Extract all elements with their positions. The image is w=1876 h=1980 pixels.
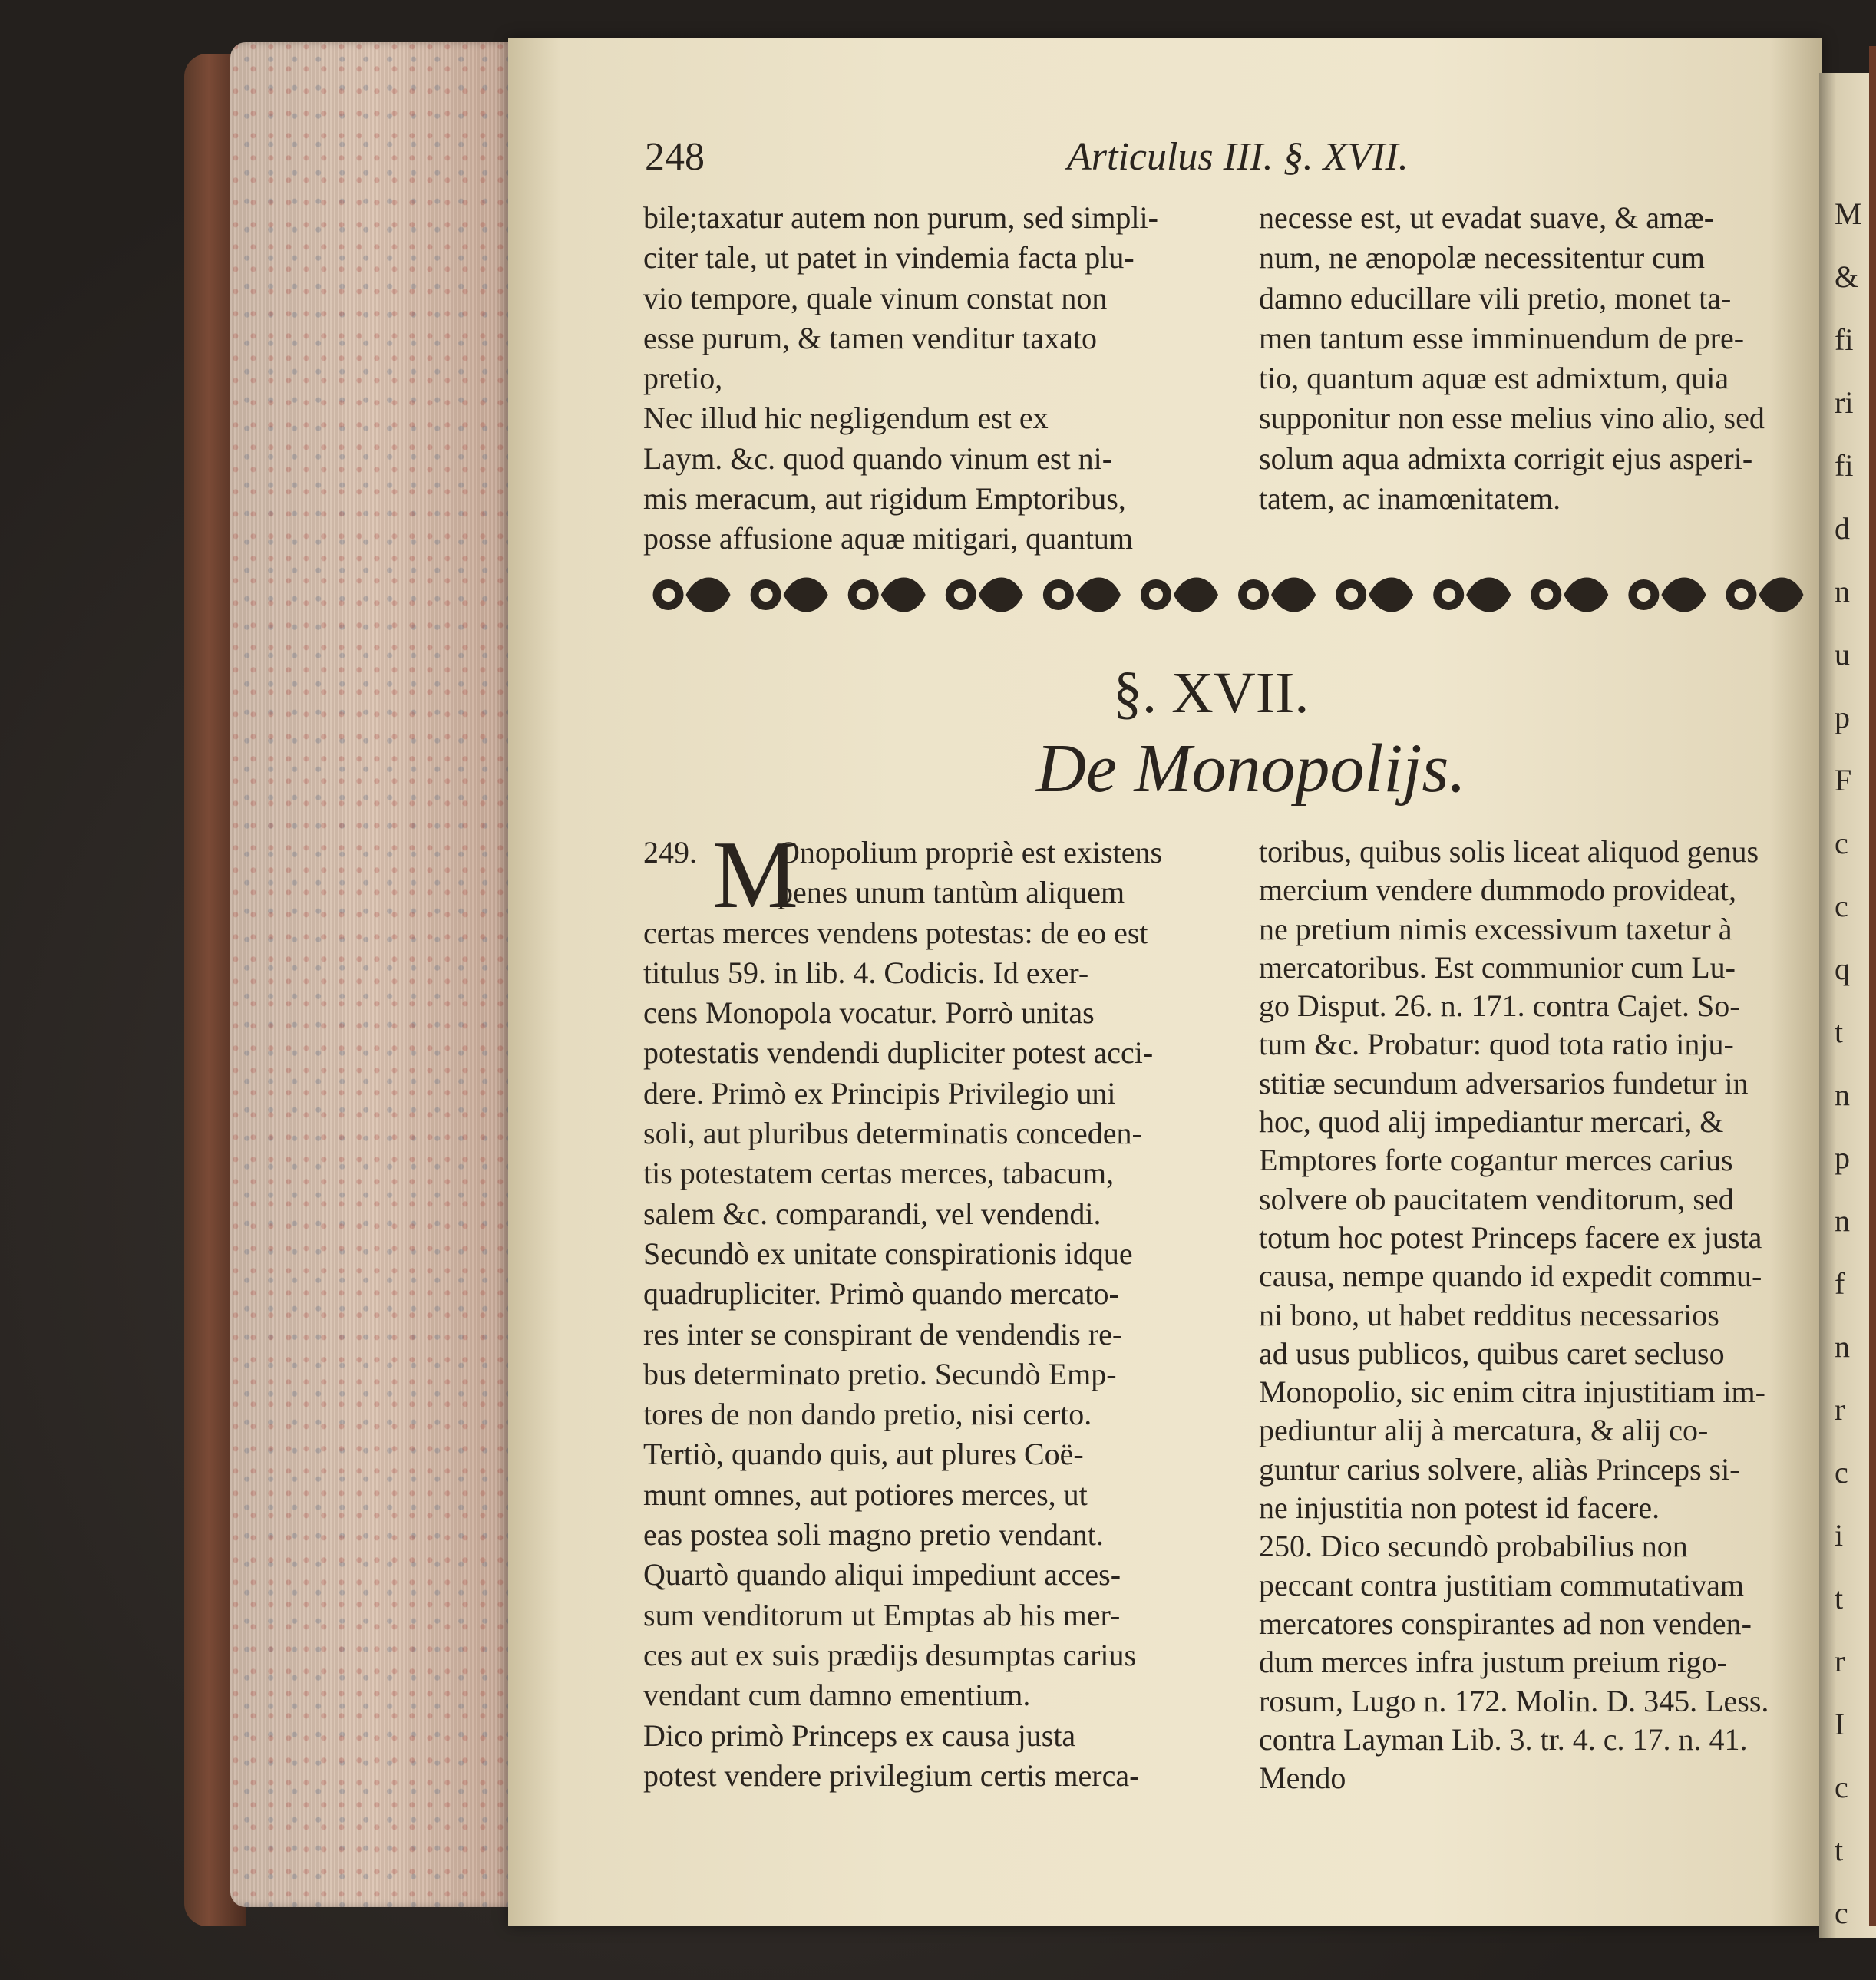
- text-line: Monopolio, sic enim citra injustitiam im-: [1259, 1374, 1765, 1410]
- ornament-leaf: [1369, 578, 1413, 612]
- text-line: eas postea soli magno pretio vendant.: [643, 1517, 1104, 1553]
- ornament-rosette-center: [1149, 588, 1163, 602]
- facing-page-fragment: c: [1835, 1896, 1848, 1930]
- facing-cover-edge: [1869, 46, 1876, 1926]
- text-line: num, ne ænopolæ necessitentur cum: [1259, 240, 1706, 276]
- main-left-column: [643, 833, 1234, 1796]
- ornament-leaf: [1076, 578, 1121, 612]
- text-line: Dico primò Princeps ex causa justa: [643, 1718, 1076, 1753]
- text-line: posse affusione aquæ mitigari, quantum: [643, 521, 1134, 556]
- facing-page-fragment: c: [1835, 1770, 1848, 1804]
- text-line: vio tempore, quale vinum constat non: [643, 280, 1108, 315]
- text-line: Nec illud hic negligendum est ex: [643, 401, 1049, 436]
- drop-cap-initial: M: [712, 822, 799, 929]
- text-line: soli, aut pluribus determinatis conceden-: [643, 1116, 1142, 1151]
- text-line: ad usus publicos, quibus caret secluso: [1259, 1335, 1725, 1371]
- text-line: tatem, ac inamœnitatem.: [1259, 481, 1561, 516]
- text-line: mercium vendere dummodo provideat,: [1259, 873, 1737, 908]
- facing-page-fragment: n: [1835, 1077, 1850, 1112]
- text-line: sum venditorum ut Emptas ab his mer-: [643, 1597, 1121, 1632]
- ornament-leaf: [881, 578, 926, 612]
- text-line: Quartò quando aliqui impediunt acces-: [643, 1557, 1121, 1592]
- ornament-leaf: [979, 578, 1023, 612]
- text-line: tis potestatem certas merces, tabacum,: [643, 1156, 1115, 1191]
- text-line: Laym. &c. quod quando vinum est ni-: [643, 441, 1113, 476]
- text-line: certas merces vendens potestas: de eo est: [643, 915, 1148, 950]
- text-line: totum hoc potest Princeps facere ex justa: [1259, 1219, 1762, 1255]
- text-line: bus determinato pretio. Secundò Emp-: [643, 1356, 1117, 1391]
- text-line: peccant contra justitiam commutativam: [1259, 1567, 1745, 1602]
- facing-page-fragment: n: [1835, 1329, 1850, 1364]
- text-line: mis meracum, aut rigidum Emptoribus,: [643, 481, 1126, 516]
- facing-page-fragment: &: [1835, 259, 1859, 294]
- text-line: salem &c. comparandi, vel vendendi.: [643, 1196, 1101, 1231]
- text-line: vendant cum damno ementium.: [643, 1678, 1031, 1713]
- ornament-leaf: [1759, 578, 1803, 612]
- text-line: Secundò ex unitate conspirationis idque: [643, 1236, 1133, 1271]
- text-line: damno educillare vili pretio, monet ta-: [1259, 280, 1732, 315]
- ornament-rosette-center: [1052, 588, 1065, 602]
- text-line: stitiæ secundum adversarios fundetur in: [1259, 1065, 1749, 1101]
- page-number: 248: [645, 135, 705, 179]
- paragraph-number: 249.: [643, 835, 697, 870]
- facing-page-fragment: u: [1835, 637, 1850, 672]
- text-line: ni bono, ut habet redditus necessarios: [1259, 1297, 1719, 1332]
- facing-page-fragment: ri: [1835, 385, 1854, 420]
- text-line: pediuntur alij à mercatura, & alij co-: [1259, 1413, 1709, 1448]
- main-right-column: [1259, 833, 1819, 1797]
- text-line: titulus 59. in lib. 4. Codicis. Id exer-: [643, 955, 1089, 990]
- facing-page-fragment: f: [1835, 1266, 1845, 1301]
- ornament-leaf: [1271, 578, 1316, 612]
- facing-page-fragment: i: [1835, 1518, 1844, 1553]
- text-line: ne pretium nimis excessivum taxetur à: [1259, 911, 1732, 946]
- facing-page-fragment: t: [1835, 1015, 1844, 1049]
- ornament-leaf: [1661, 578, 1706, 612]
- text-line: Mendo: [1259, 1761, 1346, 1796]
- facing-page-fragment: I: [1835, 1707, 1845, 1741]
- text-line: citer tale, ut patet in vindemia facta plu-: [643, 240, 1135, 276]
- ornament-rosette-center: [954, 588, 968, 602]
- facing-page-fragment: c: [1835, 826, 1848, 860]
- text-line: solvere ob paucitatem venditorum, sed: [1259, 1181, 1734, 1216]
- ornamental-band: [641, 564, 1812, 625]
- text-line: dum merces infra justum preium rigo-: [1259, 1645, 1727, 1680]
- text-line: contra Layman Lib. 3. tr. 4. c. 17. n. 41.: [1259, 1721, 1748, 1757]
- ornament-rosette-center: [857, 588, 870, 602]
- ornament-leaf: [1564, 578, 1608, 612]
- ornament-rosette-center: [1442, 588, 1455, 602]
- text-line: hoc, quod alij impediantur mercari, &: [1259, 1104, 1724, 1140]
- facing-page-fragment: c: [1835, 889, 1848, 923]
- text-line: potestatis vendendi dupliciter potest acci-: [643, 1035, 1154, 1071]
- text-line: bile;taxatur autem non purum, sed simpli-: [643, 200, 1158, 235]
- ornament-rosette-center: [1247, 588, 1260, 602]
- text-line: necesse est, ut evadat suave, & amæ-: [1259, 200, 1715, 235]
- ornament-rosette-center: [1344, 588, 1358, 602]
- text-line: solum aqua admixta corrigit ejus asperi-: [1259, 441, 1753, 476]
- page-block-edge: [230, 42, 514, 1907]
- text-line: toribus, quibus solis liceat aliquod genus: [1259, 834, 1759, 869]
- ornament-leaf: [784, 578, 828, 612]
- facing-page-fragment: n: [1835, 574, 1850, 609]
- running-title: Articulus III. §. XVII.: [1067, 135, 1409, 179]
- facing-page-sliver: [1819, 73, 1876, 1938]
- text-line: ces aut ex suis prædijs desumptas carius: [643, 1637, 1137, 1672]
- facing-page-fragment: t: [1835, 1581, 1844, 1615]
- facing-page-fragment: p: [1835, 1140, 1850, 1175]
- ornament-rosette-center: [1539, 588, 1553, 602]
- ornament-rosette-center: [1734, 588, 1748, 602]
- ornament-leaf: [1174, 578, 1218, 612]
- facing-page-fragment: fi: [1835, 448, 1854, 483]
- ornament-rosette-center: [662, 588, 675, 602]
- ornament-rosette-center: [1637, 588, 1650, 602]
- text-line: Tertiò, quando quis, aut plures Coë-: [643, 1437, 1084, 1472]
- text-line: 250. Dico secundò probabilius non: [1259, 1529, 1688, 1564]
- text-line: tum &c. Probatur: quod tota ratio inju-: [1259, 1027, 1734, 1062]
- facing-page-fragment: fi: [1835, 322, 1854, 357]
- facing-page-fragment: c: [1835, 1455, 1848, 1490]
- facing-page-fragment: M: [1835, 196, 1862, 231]
- text-line: go Disput. 26. n. 171. contra Cajet. So-: [1259, 988, 1740, 1024]
- text-line: res inter se conspirant de vendendis re-: [643, 1316, 1123, 1351]
- top-left-column: [643, 198, 1234, 559]
- text-line: rosum, Lugo n. 172. Molin. D. 345. Less.: [1259, 1683, 1769, 1718]
- facing-page-fragment: r: [1835, 1644, 1845, 1678]
- section-title: De Monopolijs.: [1036, 731, 1466, 807]
- text-line: men tantum esse imminuendum de pre-: [1259, 320, 1745, 355]
- text-line: mercatores conspirantes ad non venden-: [1259, 1605, 1752, 1641]
- ornament-leaf: [686, 578, 731, 612]
- text-line: tores de non dando pretio, nisi certo.: [643, 1397, 1092, 1432]
- text-line: ne injustitia non potest id facere.: [1259, 1490, 1660, 1526]
- text-line: potest vendere privilegium certis merca-: [643, 1757, 1140, 1793]
- text-line: Onopolium propriè est existens: [778, 835, 1163, 870]
- facing-page-fragment: q: [1835, 952, 1850, 986]
- facing-page-fragment: t: [1835, 1833, 1844, 1867]
- text-line: Emptores forte cogantur merces carius: [1259, 1143, 1733, 1178]
- text-line: penes unum tantùm aliquem: [778, 875, 1125, 910]
- text-line: guntur carius solvere, aliàs Princeps si-: [1259, 1451, 1740, 1487]
- text-line: cens Monopola vocatur. Porrò unitas: [643, 995, 1095, 1031]
- text-line: causa, nempe quando id expedit commu-: [1259, 1259, 1762, 1294]
- facing-page-fragment: p: [1835, 700, 1850, 734]
- text-line: tio, quantum aquæ est admixtum, quia: [1259, 361, 1729, 396]
- facing-page-fragment: r: [1835, 1392, 1845, 1427]
- text-line: pretio,: [643, 361, 723, 396]
- text-line: mercatoribus. Est communior cum Lu-: [1259, 949, 1736, 985]
- facing-page-fragment: d: [1835, 511, 1850, 546]
- text-line: munt omnes, aut potiores merces, ut: [643, 1477, 1088, 1512]
- top-right-column: [1259, 198, 1812, 519]
- facing-page-fragment: n: [1835, 1203, 1850, 1238]
- section-number: §. XVII.: [1113, 661, 1310, 725]
- text-line: supponitur non esse melius vino alio, sed: [1259, 401, 1765, 436]
- text-line: esse purum, & tamen venditur taxato: [643, 320, 1097, 355]
- ornament-rosette-center: [759, 588, 773, 602]
- ornament-leaf: [1466, 578, 1511, 612]
- facing-page-fragment: F: [1835, 763, 1852, 797]
- text-line: quadrupliciter. Primò quando mercato-: [643, 1276, 1119, 1312]
- text-line: dere. Primò ex Principis Privilegio uni: [643, 1075, 1116, 1110]
